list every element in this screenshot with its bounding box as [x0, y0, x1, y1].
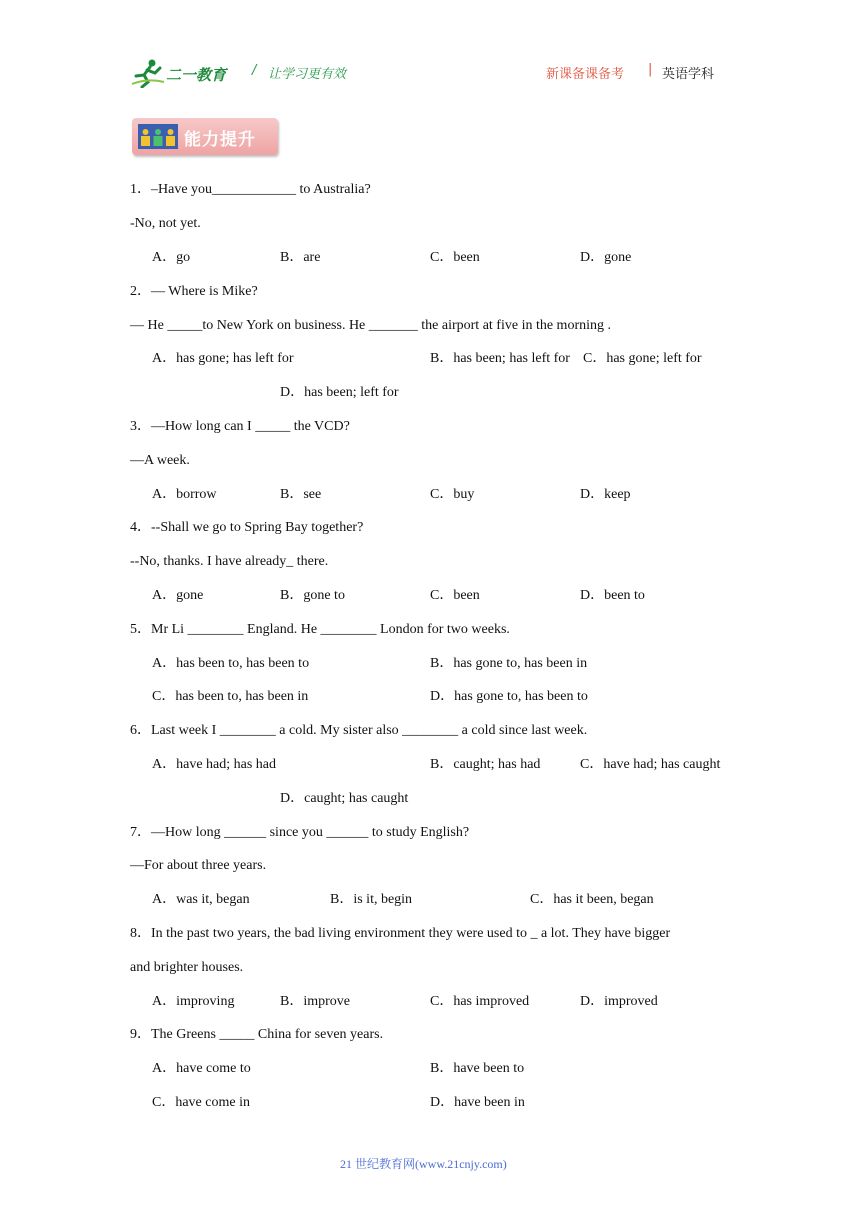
option-c[interactable]: C．has been to, has been in — [152, 689, 309, 704]
question-stem: 6．Last week I ________ a cold. My sister also ________ a cold since last week. — [130, 723, 588, 738]
option-a[interactable]: A．has gone; has left for — [152, 351, 294, 366]
option-c[interactable]: C．buy — [430, 487, 475, 502]
option-b[interactable]: B．see — [280, 487, 322, 502]
option-d[interactable]: D．improved — [580, 994, 658, 1009]
question-line: — He _____to New York on business. He _______ the airport at five in the morning . — [130, 318, 611, 333]
option-a[interactable]: A．has been to, has been to — [152, 656, 310, 671]
question-stem: 4．--Shall we go to Spring Bay together? — [130, 520, 364, 535]
question-line: —For about three years. — [130, 858, 267, 873]
option-b[interactable]: B．is it, begin — [330, 892, 413, 907]
option-a[interactable]: A．improving — [152, 994, 235, 1009]
header-slash: / — [252, 63, 257, 78]
option-a[interactable]: A．go — [152, 250, 191, 265]
option-c[interactable]: C．been — [430, 250, 480, 265]
header-separator: | — [648, 62, 653, 77]
option-a[interactable]: A．was it, began — [152, 892, 250, 907]
option-d[interactable]: D．has been; left for — [280, 385, 399, 400]
question-stem: 7．—How long ______ since you ______ to study English? — [130, 825, 470, 840]
question-line: -No, not yet. — [130, 216, 201, 231]
option-a[interactable]: A．borrow — [152, 487, 217, 502]
option-c[interactable]: C．has gone; left for — [583, 351, 702, 366]
option-d[interactable]: D．has gone to, has been to — [430, 689, 588, 704]
option-c[interactable]: C．has it been, began — [530, 892, 654, 907]
question-stem: 1．–Have you____________ to Australia? — [130, 182, 371, 197]
option-a[interactable]: A．have had; has had — [152, 757, 277, 772]
section-title: 能力提升 — [184, 130, 256, 150]
people-icon — [138, 124, 178, 149]
option-d[interactable]: D．keep — [580, 487, 631, 502]
option-d[interactable]: D．caught; has caught — [280, 791, 409, 806]
logo-text: 二一教育 — [166, 66, 227, 84]
header-subject: 英语学科 — [662, 67, 715, 82]
option-b[interactable]: B．are — [280, 250, 321, 265]
question-stem: 2．— Where is Mike? — [130, 284, 258, 299]
question-stem: 9．The Greens _____ China for seven years. — [130, 1027, 384, 1042]
option-b[interactable]: B．caught; has had — [430, 757, 541, 772]
option-c[interactable]: C．has improved — [430, 994, 530, 1009]
header-slogan: 让学习更有效 — [268, 67, 347, 82]
option-b[interactable]: B．gone to — [280, 588, 345, 603]
question-line: --No, thanks. I have already_ there. — [130, 554, 329, 569]
option-c[interactable]: C．been — [430, 588, 480, 603]
option-b[interactable]: B．have been to — [430, 1061, 525, 1076]
header-right-label: 新课备课备考 — [546, 67, 625, 82]
question-stem: 3．—How long can I _____ the VCD? — [130, 419, 350, 434]
question-line: —A week. — [130, 453, 190, 468]
option-c[interactable]: C．have had; has caught — [580, 757, 721, 772]
section-badge — [132, 118, 278, 155]
option-d[interactable]: D．gone — [580, 250, 632, 265]
option-b[interactable]: B．has gone to, has been in — [430, 656, 588, 671]
runner-logo-icon — [130, 58, 166, 88]
option-b[interactable]: B．improve — [280, 994, 350, 1009]
option-d[interactable]: D．been to — [580, 588, 645, 603]
option-a[interactable]: A．gone — [152, 588, 204, 603]
option-b[interactable]: B．has been; has left for — [430, 351, 570, 366]
question-stem: 5．Mr Li ________ England. He ________ London for two weeks. — [130, 622, 510, 637]
question-stem: 8．In the past two years, the bad living environment they were used to _ a lot. They have bigger — [130, 926, 671, 941]
option-c[interactable]: C．have come in — [152, 1095, 250, 1110]
option-d[interactable]: D．have been in — [430, 1095, 525, 1110]
question-line: and brighter houses. — [130, 960, 244, 975]
footer-link[interactable]: 21 世纪教育网(www.21cnjy.com) — [340, 1157, 507, 1171]
option-a[interactable]: A．have come to — [152, 1061, 251, 1076]
